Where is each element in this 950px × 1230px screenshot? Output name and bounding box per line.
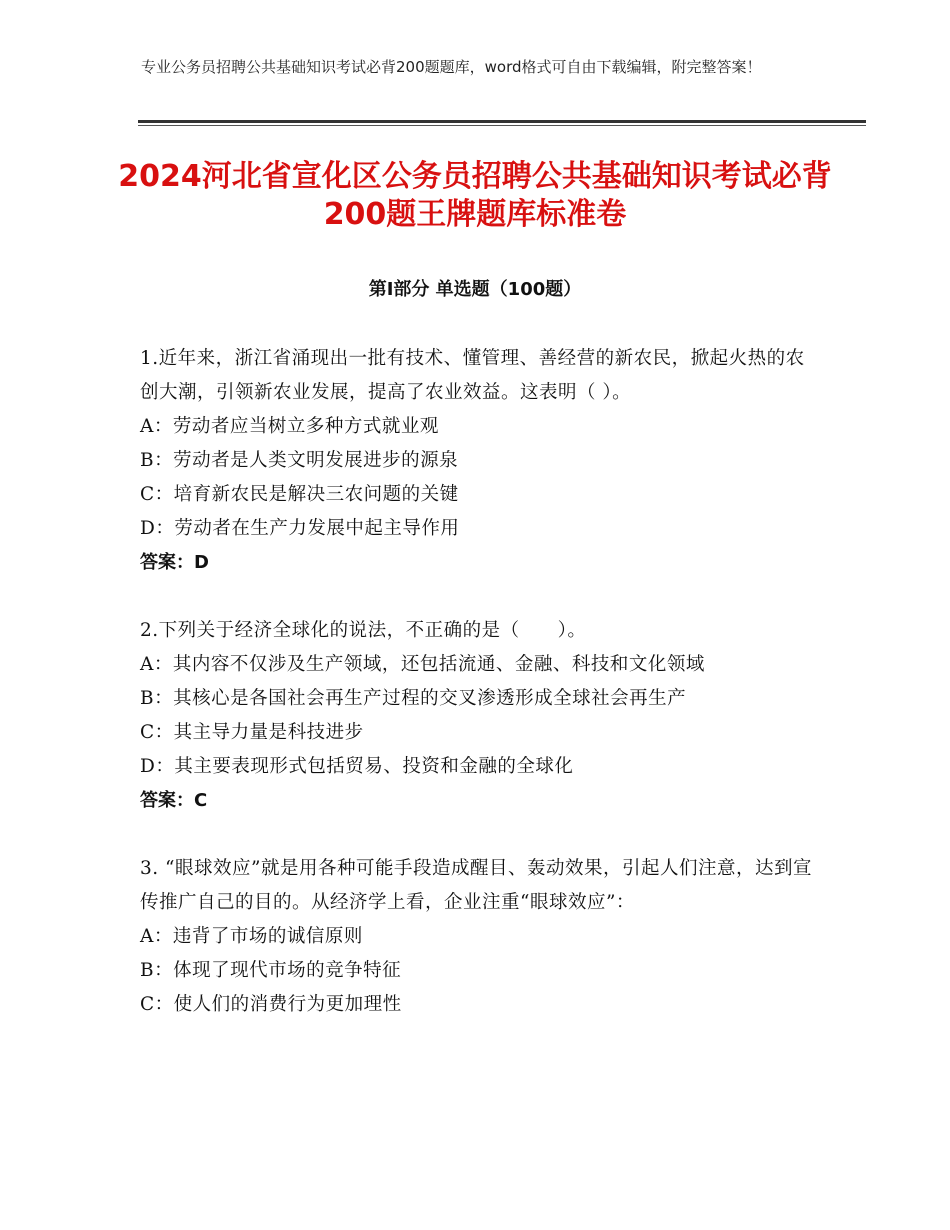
question-stem: 3. “眼球效应”就是用各种可能手段造成醒目、轰动效果，引起人们注意，达到宣传推广自己的目的。从经济学上看，企业注重“眼球效应”： [140, 858, 812, 913]
header-divider-thick [138, 120, 866, 123]
question-list [140, 342, 820, 1056]
question-stem: 2.下列关于经济全球化的说法，不正确的是（ ）。 [140, 620, 587, 641]
option-c: C：使人们的消费行为更加理性 [140, 994, 402, 1015]
question-1 [140, 342, 820, 580]
option-a: A：其内容不仅涉及生产领域，还包括流通、金融、科技和文化领域 [140, 654, 705, 675]
option-b: B：劳动者是人类文明发展进步的源泉 [140, 450, 459, 471]
option-d: D：其主要表现形式包括贸易、投资和金融的全球化 [140, 756, 574, 777]
document-title: 2024河北省宣化区公务员招聘公共基础知识考试必背200题王牌题库标准卷 [118, 159, 832, 232]
option-a: A：劳动者应当树立多种方式就业观 [140, 416, 439, 437]
header-note: 专业公务员招聘公共基础知识考试必背200题题库，word格式可自由下载编辑，附完整答案！ [141, 58, 762, 76]
question-2 [140, 614, 820, 818]
answer: 答案：C [140, 790, 208, 811]
answer: 答案：D [140, 552, 209, 573]
question-stem: 1.近年来，浙江省涌现出一批有技术、懂管理、善经营的新农民，掀起火热的农创大潮，引领新农业发展，提高了农业效益。这表明（ ）。 [140, 348, 805, 403]
question-3 [140, 852, 820, 1022]
option-b: B：体现了现代市场的竞争特征 [140, 960, 402, 981]
option-d: D：劳动者在生产力发展中起主导作用 [140, 518, 460, 539]
option-a: A：违背了市场的诚信原则 [140, 926, 363, 947]
option-c: C：培育新农民是解决三农问题的关键 [140, 484, 459, 505]
option-c: C：其主导力量是科技进步 [140, 722, 364, 743]
option-b: B：其核心是各国社会再生产过程的交叉渗透形成全球社会再生产 [140, 688, 687, 709]
header-divider-thin [138, 125, 866, 126]
section-title: 第Ⅰ部分 单选题（100题） [368, 279, 582, 300]
